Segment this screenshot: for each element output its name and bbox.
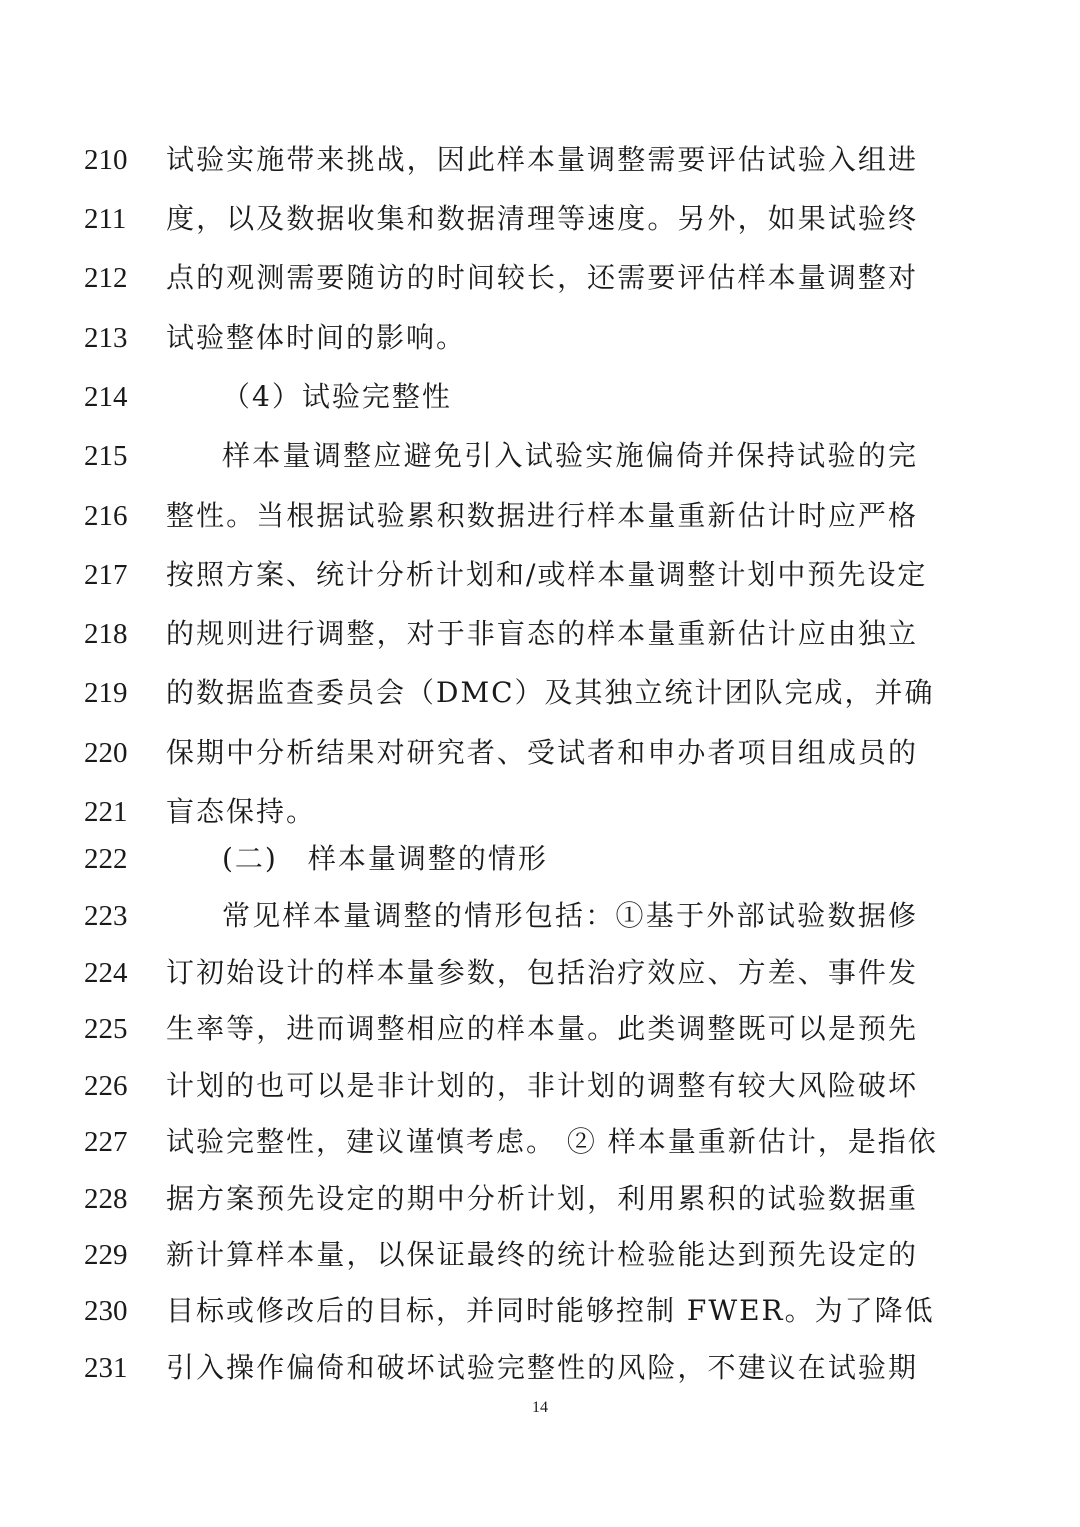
page-number: 14 [532,1399,548,1416]
text-line [0,1007,1080,1051]
line-number: 223 [84,900,128,932]
text-line [0,1120,1080,1164]
text-line [0,790,1080,834]
line-number: 219 [84,677,128,709]
text-line [0,1233,1080,1277]
line-number: 229 [84,1239,128,1271]
line-text: 新计算样本量，以保证最终的统计检验能达到预先设定的 [166,1238,918,1271]
line-number: 211 [84,203,127,235]
line-text: 的规则进行调整，对于非盲态的样本量重新估计应由独立 [166,617,918,650]
line-text: 度，以及数据收集和数据清理等速度。另外，如果试验终 [166,202,918,235]
line-text: 试验实施带来挑战，因此样本量调整需要评估试验入组进 [166,143,918,176]
text-line [0,1177,1080,1221]
line-number: 222 [84,843,128,875]
text-line [0,494,1080,538]
line-number: 218 [84,618,128,650]
text-line [0,553,1080,597]
line-text: 整性。当根据试验累积数据进行样本量重新估计时应严格 [166,499,918,532]
line-text: 试验整体时间的影响。 [166,321,467,354]
section-heading: (二) 样本量调整的情形 [222,842,548,875]
line-text: 试验完整性，建议谨慎考虑。 ② 样本量重新估计，是指依 [166,1125,938,1158]
text-line [0,671,1080,715]
text-line [0,316,1080,360]
line-number: 228 [84,1183,128,1215]
line-number: 214 [84,381,128,413]
line-text: 按照方案、统计分析计划和/或样本量调整计划中预先设定 [166,558,928,591]
line-text: 生率等，进而调整相应的样本量。此类调整既可以是预先 [166,1012,918,1045]
line-text: 据方案预先设定的期中分析计划，利用累积的试验数据重 [166,1182,918,1215]
text-line [0,894,1080,938]
line-number: 210 [84,144,128,176]
line-text: 点的观测需要随访的时间较长，还需要评估样本量调整对 [166,261,918,294]
section-heading-line [0,837,1080,881]
text-line [0,197,1080,241]
line-number: 215 [84,440,128,472]
line-number: 220 [84,737,128,769]
line-text: 常见样本量调整的情形包括：①基于外部试验数据修 [222,899,918,932]
text-line [0,256,1080,300]
line-number: 217 [84,559,128,591]
line-text: 的数据监查委员会（DMC）及其独立统计团队完成，并确 [166,676,935,709]
line-text: 引入操作偏倚和破坏试验完整性的风险，不建议在试验期 [166,1351,918,1384]
line-text: 盲态保持。 [166,795,317,828]
line-number: 212 [84,262,128,294]
text-line [0,951,1080,995]
line-number: 221 [84,796,128,828]
text-line [0,1346,1080,1390]
line-number: 213 [84,322,128,354]
text-line [0,434,1080,478]
section-heading: （4）试验完整性 [222,380,452,413]
section-heading-line [0,375,1080,419]
line-number: 224 [84,957,128,989]
text-line [0,731,1080,775]
text-line [0,1289,1080,1333]
line-number: 227 [84,1126,128,1158]
line-text: 计划的也可以是非计划的，非计划的调整有较大风险破坏 [166,1069,918,1102]
line-text: 保期中分析结果对研究者、受试者和申办者项目组成员的 [166,736,918,769]
line-number: 216 [84,500,128,532]
line-text: 订初始设计的样本量参数，包括治疗效应、方差、事件发 [166,956,918,989]
line-text: 目标或修改后的目标，并同时能够控制 FWER。为了降低 [166,1294,935,1327]
line-number: 226 [84,1070,128,1102]
line-text: 样本量调整应避免引入试验实施偏倚并保持试验的完 [222,439,918,472]
line-number: 225 [84,1013,128,1045]
text-line [0,1064,1080,1108]
line-number: 230 [84,1295,128,1327]
text-line [0,138,1080,182]
text-line [0,612,1080,656]
line-number: 231 [84,1352,128,1384]
